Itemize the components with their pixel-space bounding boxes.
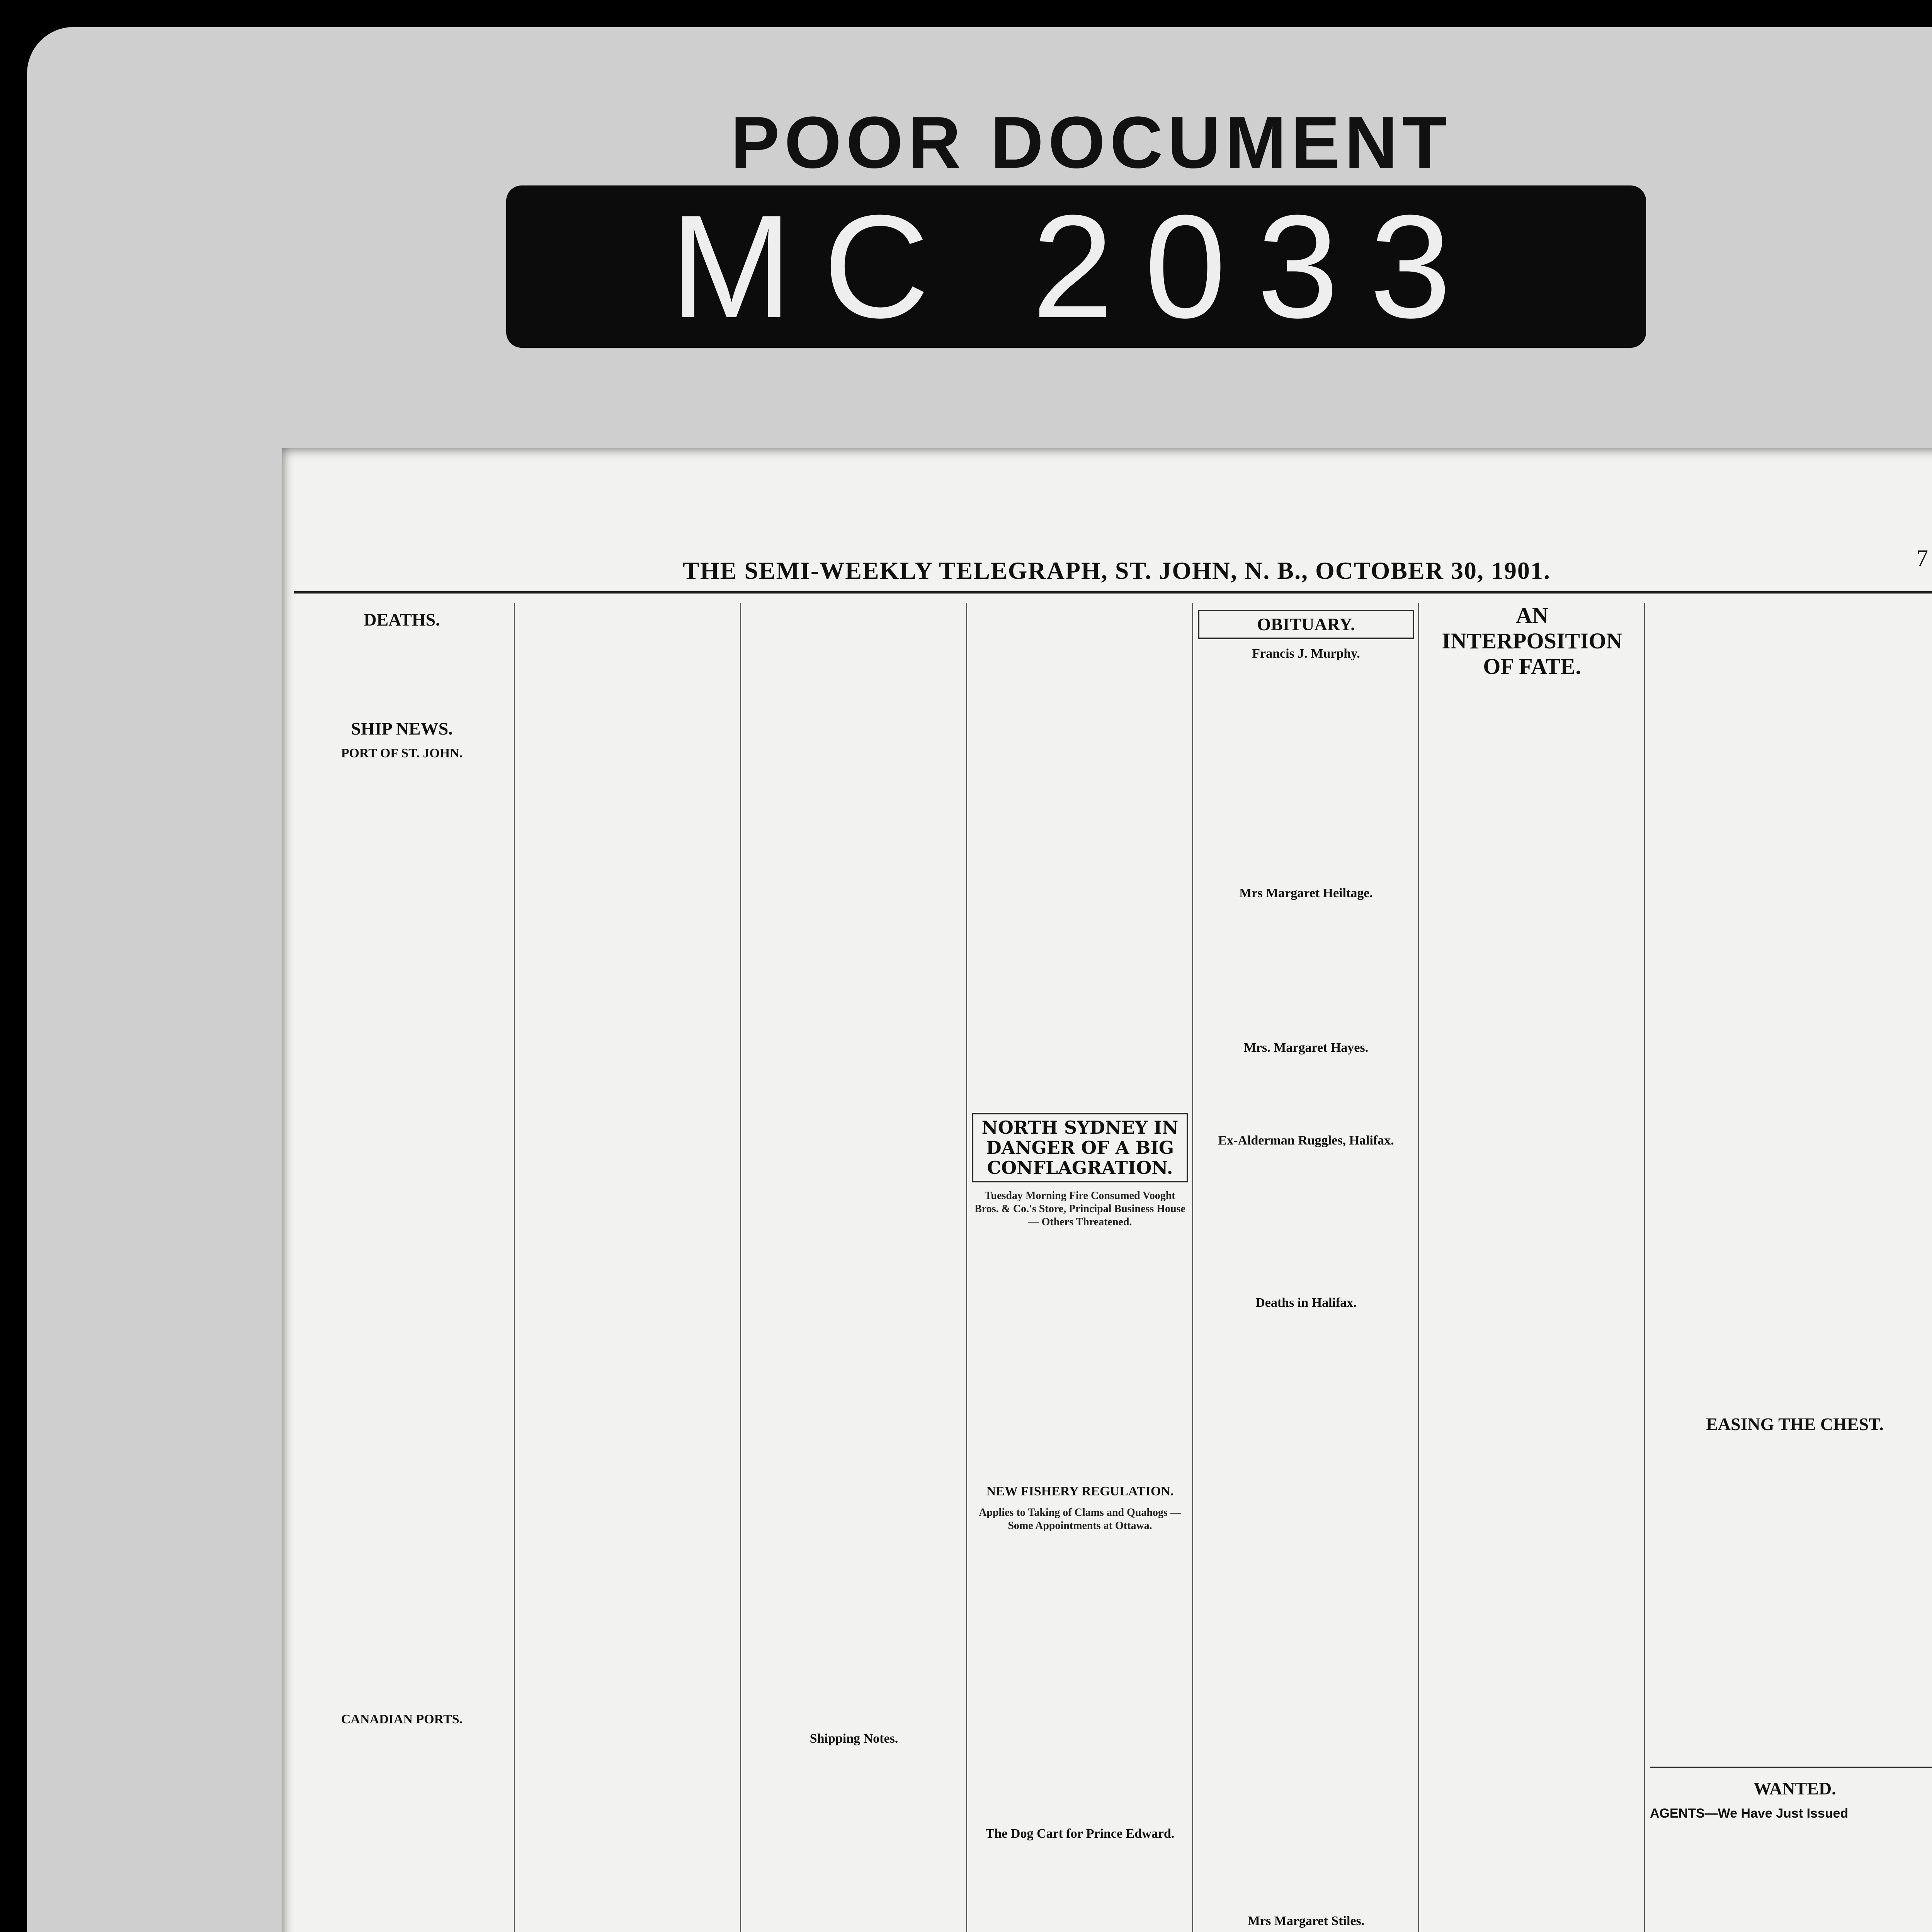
- column-divider: [740, 603, 741, 1932]
- page-number: 7: [1917, 545, 1928, 571]
- obit-francis-murphy: Francis J. Murphy.: [1252, 646, 1360, 661]
- archive-code: MC 2033: [506, 185, 1646, 348]
- column-1: [294, 603, 510, 1932]
- column-7: [1650, 603, 1932, 1932]
- heading-deaths: DEATHS.: [364, 610, 440, 629]
- column-6: [1424, 603, 1640, 1932]
- column-4: [972, 603, 1188, 1932]
- obit-margaret-hayes: Mrs. Margaret Hayes.: [1243, 1041, 1369, 1055]
- heading-obituary: OBITUARY.: [1198, 610, 1414, 639]
- headline-fishery-regulation: NEW FISHERY REGULATION.: [986, 1484, 1174, 1498]
- masthead-title: THE SEMI-WEEKLY TELEGRAPH, ST. JOHN, N. B., OCTOBER 30, 1901.: [683, 557, 1551, 584]
- heading-ship-news: SHIP NEWS.: [351, 719, 453, 738]
- ad-wanted: [1650, 1767, 1932, 1821]
- obit-margaret-heiltage: Mrs Margaret Heiltage.: [1239, 886, 1373, 900]
- column-5: [1198, 603, 1414, 1932]
- headline-dog-cart: The Dog Cart for Prince Edward.: [985, 1827, 1175, 1841]
- column-3: [746, 603, 962, 1932]
- obit-ruggles: Ex-Alderman Ruggles, Halifax.: [1218, 1133, 1394, 1148]
- column-2: [520, 603, 736, 1932]
- column-divider: [1192, 603, 1193, 1932]
- newspaper-page: [282, 448, 1932, 1932]
- archive-label: POOR DOCUMENT: [731, 102, 1452, 184]
- subhead-north-sydney: Tuesday Morning Fire Consumed Vooght Bros. & Co.'s Store, Principal Business House — Others Threatened.: [975, 1190, 1185, 1228]
- heading-easing-the-chest: EASING THE CHEST.: [1706, 1414, 1884, 1434]
- heading-port-of-st-john: PORT OF ST. JOHN.: [341, 746, 463, 760]
- column-divider: [1418, 603, 1419, 1932]
- subhead-fishery: Applies to Taking of Clams and Quahogs — Some Appointments at Ottawa.: [979, 1507, 1181, 1532]
- column-divider: [966, 603, 967, 1932]
- column-divider: [514, 603, 515, 1932]
- headline-north-sydney: NORTH SYDNEY IN DANGER OF A BIG CONFLAGRATION.: [972, 1113, 1188, 1182]
- heading-canadian-ports: CANADIAN PORTS.: [341, 1712, 463, 1726]
- ad-agents: AGENTS—We Have Just Issued: [1650, 1806, 1849, 1821]
- obit-margaret-stiles: Mrs Margaret Stiles.: [1247, 1914, 1365, 1928]
- heading-shipping-notes: Shipping Notes.: [810, 1731, 898, 1746]
- headline-interposition-of-fate: AN INTERPOSITION OF FATE.: [1442, 603, 1622, 679]
- heading-wanted: WANTED.: [1753, 1779, 1836, 1798]
- masthead-rule: [294, 591, 1932, 594]
- column-divider: [1644, 603, 1645, 1932]
- obit-deaths-halifax: Deaths in Halifax.: [1255, 1296, 1357, 1310]
